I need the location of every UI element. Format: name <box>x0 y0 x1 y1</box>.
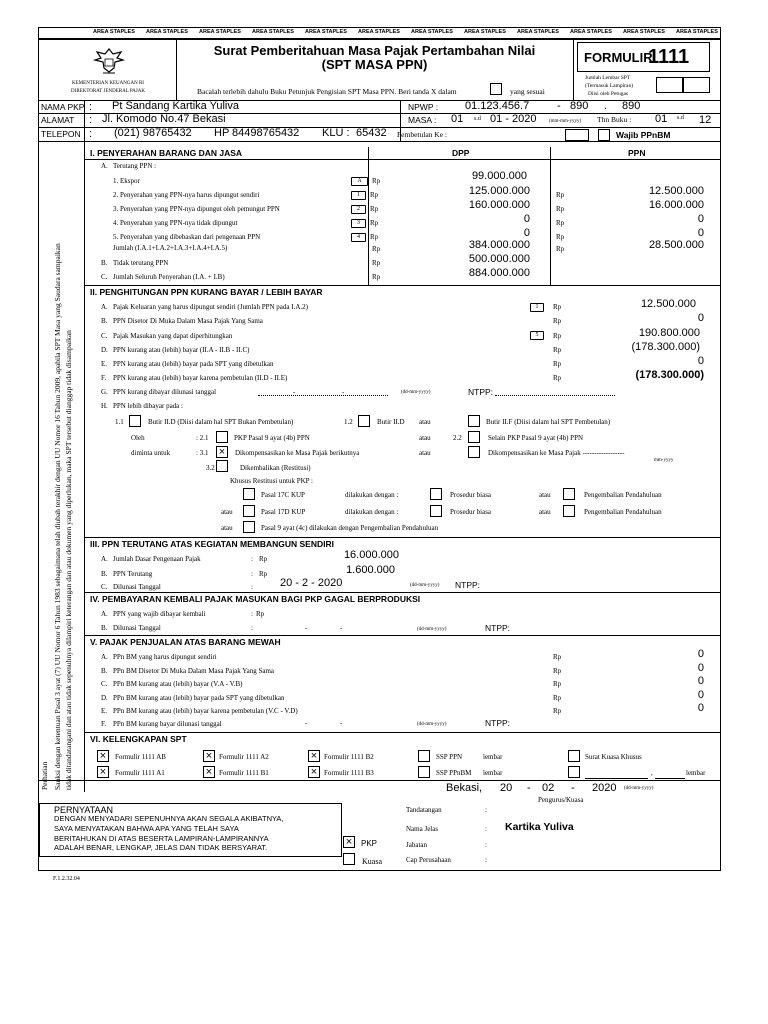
s2-17d-checkbox[interactable] <box>243 505 255 517</box>
s2-p9-label: Pasal 9 ayat (4c) dilakukan dengan Pengembalian Pendahuluan <box>261 524 439 532</box>
s4-b-date-hint: (dd-mm-yyyy) <box>417 627 447 632</box>
s2-d-letter: D. <box>101 346 108 354</box>
s1-row2-ppn-rp: Rp <box>556 191 565 199</box>
s4-b-dash-2: - <box>340 624 343 632</box>
klu-label: KLU : <box>322 127 350 139</box>
s5-e-label: PPn BM kurang atau (lebih) bayar karena pembetulan (V.C - V.D) <box>113 707 298 715</box>
s2-kembali-checkbox[interactable] <box>216 460 228 472</box>
tahun-buku-to-field[interactable]: 12 <box>699 114 712 126</box>
sign-day[interactable]: 20 <box>500 782 513 794</box>
s1-row1-dpp[interactable]: 99.000.000 <box>471 170 527 182</box>
s5-d-label: PPn BM kurang atau (lebih) bayar pada SPT yang dibetulkan <box>113 694 285 702</box>
s2-g-dash-1: - <box>293 388 296 396</box>
s1-jumlah-label: Jumlah (I.A.1+I.A.2+I.A.3+I.A.4+I.A.5) <box>113 244 228 252</box>
s2-p9-atau: atau <box>221 524 233 532</box>
s1-row5-ppn-rp: Rp <box>556 233 565 241</box>
s6-ssp-ppn-checkbox[interactable] <box>418 750 430 762</box>
side-sanksi-text: Sanksi dengan ketentuan Pasal 3 ayat (7) UU Nomor 6 Tahun 1983 sebagaimana telah diubah terakhir dengan UU Nomor 16 Tahun 2009, apabila SPT Masa yang Saudara sampaikan <box>53 243 62 790</box>
s2-g-date-field[interactable] <box>258 392 388 396</box>
s1-row1-ref: A <box>351 177 368 186</box>
s1-row1-label: 1. Ekspor <box>113 177 140 185</box>
sign-month[interactable]: 02 <box>542 782 555 794</box>
sign-cap-label: Cap Perusahaan <box>406 856 451 864</box>
tahun-buku-label: Thn Buku : <box>597 115 632 124</box>
s1-row4-rp: Rp <box>370 219 379 227</box>
s1-c-dpp[interactable]: 884.000.000 <box>468 267 530 279</box>
s1-row4-ppn[interactable]: 0 <box>697 213 704 225</box>
s2-b-letter: B. <box>101 317 108 325</box>
s3-a-label: Jumlah Dasar Pengenaan Pajak <box>113 555 201 563</box>
staples-label: AREA STAPLES <box>464 29 506 35</box>
s6-kuasa-checkbox[interactable] <box>568 750 580 762</box>
s6-b1-label: Formulir 1111 B1 <box>219 769 269 777</box>
s1-row4-ref: 3 <box>351 219 366 228</box>
s2-17d-prosedur-checkbox[interactable] <box>430 505 442 517</box>
s2-e-value[interactable]: 0 <box>697 355 704 367</box>
instruction-sample-checkbox <box>490 83 502 95</box>
s2-b-value[interactable]: 0 <box>697 312 704 324</box>
section-3-title: III. PPN TERUTANG ATAS KEGIATAN MEMBANGUN SENDIRI <box>90 539 334 549</box>
section-5-title: V. PAJAK PENJUALAN ATAS BARANG MEWAH <box>90 637 281 647</box>
s5-f-letter: F. <box>101 720 107 728</box>
s2-b-rp: Rp <box>553 317 562 325</box>
s6-ssp-ppn-label: SSP PPN <box>436 753 463 761</box>
s2-g-dash-2: - <box>342 388 345 396</box>
s2-diminta-label: diminta untuk <box>131 449 171 457</box>
kuasa-label: Kuasa <box>362 857 382 866</box>
s2-32-num: 3.2 <box>206 464 215 472</box>
s2-g-label: PPN kurang dibayar dilunasi tanggal <box>113 388 217 396</box>
s1-row5-ref: 4 <box>351 233 366 242</box>
s2-17d-pengembalian-checkbox[interactable] <box>563 505 575 517</box>
s2-pkp9-checkbox[interactable] <box>216 431 228 443</box>
s5-f-dash-1: - <box>305 719 308 727</box>
sign-cap-colon: : <box>485 856 487 864</box>
masa-format-hint: (mm-mm-yyyy) <box>549 119 582 124</box>
pembetulan-ke-box[interactable] <box>565 129 589 141</box>
s1-row2-ppn[interactable]: 12.500.000 <box>648 185 704 197</box>
s5-f-dash-2: - <box>340 719 343 727</box>
form-code: F.1.2.32.04 <box>53 876 80 882</box>
s1-jumlah-ppn-rp: Rp <box>556 245 565 253</box>
s2-a-ref: 1 <box>530 303 544 312</box>
masa-from-field[interactable]: 01 <box>451 113 464 125</box>
s1-row2-label: 2. Penyerahan yang PPN-nya harus dipungut sendiri <box>113 191 260 199</box>
s6-b2-checkbox[interactable]: × <box>308 750 320 762</box>
s1-b-letter: B. <box>101 259 108 267</box>
s3-c-date-hint: (dd-mm-yyyy) <box>410 583 440 588</box>
s2-h-letter: H. <box>101 402 108 410</box>
garuda-emblem-icon <box>92 46 126 76</box>
hp-field[interactable]: 84498765432 <box>232 127 300 139</box>
s2-a-value[interactable]: 12.500.000 <box>640 298 696 310</box>
s2-pkp9-label: PKP Pasal 9 ayat (4b) PPN <box>234 434 310 442</box>
s1-jumlah-rp: Rp <box>372 245 381 253</box>
s2-h12-label: Butir II.D <box>377 418 405 426</box>
s2-h11-label: Butir II.D (Diisi dalam hal SPT Bukan Pembetulan) <box>148 418 294 426</box>
sign-nama-label: Nama Jelas <box>406 825 439 833</box>
s1-row3-ppn-rp: Rp <box>556 205 565 213</box>
sign-year[interactable]: 2020 <box>592 782 617 794</box>
npwp-part2-field[interactable]: 890 <box>570 100 589 112</box>
s3-a-rp: Rp <box>259 555 268 563</box>
s5-b-letter: B. <box>101 667 108 675</box>
nama-pkp-label: NAMA PKP <box>41 102 85 112</box>
side-perhatian: Perhatian <box>40 761 49 790</box>
s6-ssp-ppn-lembar: lembar <box>483 753 503 761</box>
s5-e-value[interactable]: 0 <box>697 702 704 714</box>
s5-a-rp: Rp <box>553 653 562 661</box>
s6-a1-label: Formulir 1111 A1 <box>115 769 165 777</box>
sign-nama-colon: : <box>485 825 487 833</box>
s1-b-rp: Rp <box>372 259 381 267</box>
s1-row5-ppn[interactable]: 0 <box>697 227 704 239</box>
instruction-tail: yang sesuai <box>510 87 545 96</box>
s2-h11-num: 1.1 <box>115 418 124 426</box>
staples-label: AREA STAPLES <box>358 29 400 35</box>
pernyataan-line-3: BERITAHUKAN DI ATAS BESERTA LAMPIRAN-LAMPIRANNYA <box>54 834 269 843</box>
s1-jumlah-ppn[interactable]: 28.500.000 <box>648 239 704 251</box>
form-title: Surat Pemberitahuan Masa Pajak Pertambahan Nilai <box>213 43 536 58</box>
s3-c-letter: C. <box>101 583 108 591</box>
s3-c-label: Dilunasi Tanggal <box>113 583 161 591</box>
s1-row2-dpp[interactable]: 125.000.000 <box>468 185 530 197</box>
s5-a-label: PPn BM yang harus dipungut sendiri <box>113 653 217 661</box>
pernyataan-title: PERNYATAAN <box>54 805 114 815</box>
s6-b1-checkbox[interactable]: × <box>203 766 215 778</box>
s1-a-label: Terutang PPN : <box>113 162 157 170</box>
staples-label: AREA STAPLES <box>517 29 559 35</box>
masa-label: MASA : <box>408 115 437 125</box>
s1-row2-rp: Rp <box>370 191 379 199</box>
s2-17d-prosedur-label: Prosedur biasa <box>450 508 492 516</box>
directorate-label: DIREKTORAT JENDERAL PAJAK <box>71 89 145 94</box>
sign-tandatangan-colon: : <box>485 806 487 814</box>
s2-g-date-hint: (dd-mm-yyyy) <box>401 390 431 395</box>
petugas-note: Diisi oleh Petugas <box>588 91 629 97</box>
sign-jabatan-colon: : <box>485 841 487 849</box>
s2-h12-checkbox[interactable] <box>358 415 370 427</box>
s6-a1-checkbox[interactable]: × <box>97 766 109 778</box>
s6-kuasa-label: Surat Kuasa Khusus <box>585 753 642 761</box>
s2-d-rp: Rp <box>553 346 562 354</box>
s2-22-num: 2.2 <box>453 434 462 442</box>
s6-lain-checkbox[interactable] <box>568 766 580 778</box>
npwp-part3-field[interactable]: 890 <box>622 100 641 112</box>
s2-f-label: PPN kurang atau (lebih) bayar karena pembetulan (II.D - II.E) <box>113 374 288 382</box>
s2-e-label: PPN kurang atau (lebih) bayar pada SPT yang dibetulkan <box>113 360 274 368</box>
sign-jabatan-label: Jabatan <box>406 841 427 849</box>
npwp-label: NPWP : <box>408 102 439 112</box>
s5-c-rp: Rp <box>553 680 562 688</box>
s2-khusus-label: Khusus Restitusi untuk PKP : <box>230 477 313 485</box>
s2-kompen-checkbox[interactable]: × <box>216 446 228 458</box>
s5-c-letter: C. <box>101 680 108 688</box>
s5-c-label: PPn BM kurang atau (lebih) bayar (V.A - V.B) <box>113 680 243 688</box>
instruction-text: Bacalah terlebih dahulu Buku Petunjuk Pengisian SPT Masa PPN. Beri tanda X dalam <box>197 87 457 96</box>
s2-kompen-label: Dikompensasikan ke Masa Pajak berikutnya <box>235 449 360 457</box>
staples-label: AREA STAPLES <box>93 29 135 35</box>
sign-place[interactable]: Bekasi, <box>446 782 483 794</box>
s2-selain-label: Selain PKP Pasal 9 ayat (4b) PPN <box>488 434 584 442</box>
s1-jumlah-dpp[interactable]: 384.000.000 <box>468 239 530 251</box>
s5-f-label: PPn BM kurang bayar dilunasi tanggal <box>113 720 222 728</box>
sign-date-hint: (dd-mm-yyyy) <box>624 786 654 791</box>
s1-b-label: Tidak terutang PPN <box>113 259 169 267</box>
s2-f-rp: Rp <box>553 374 562 382</box>
staples-label: AREA STAPLES <box>199 29 241 35</box>
s2-selain-checkbox[interactable] <box>468 431 480 443</box>
s2-a-letter: A. <box>101 303 108 311</box>
s3-b-label: PPN Terutang <box>113 570 153 578</box>
lampiran-label: Jumlah Lembar SPT <box>585 75 631 81</box>
npwp-part1-field[interactable]: 01.123.456.7 <box>465 100 530 112</box>
s6-ab-label: Formulir 1111 AB <box>115 753 166 761</box>
tahun-buku-sd-label: s.d <box>677 115 684 121</box>
s4-a-rp: Rp <box>256 610 265 618</box>
pkp-checkbox[interactable]: × <box>343 836 355 848</box>
telepon-field[interactable]: (021) 98765432 <box>114 127 192 139</box>
pernyataan-line-4: ADALAH BENAR, LENGKAP, JELAS DAN TIDAK BERSYARAT. <box>54 843 268 852</box>
s2-17c-checkbox[interactable] <box>243 488 255 500</box>
s2-17d-pengembalian-label: Pengembalian Pendahuluan <box>584 508 662 516</box>
pembetulan-label: Pembetulan Ke : <box>397 130 447 139</box>
s2-hf-checkbox[interactable] <box>468 415 480 427</box>
col-dpp-header: DPP <box>452 148 470 158</box>
formulir-label: FORMULIR <box>584 50 653 65</box>
s3-c-ntpp-label: NTPP: <box>455 580 481 590</box>
lampiran-count-box-1[interactable] <box>656 77 683 93</box>
staples-label: AREA STAPLES <box>676 29 718 35</box>
s2-31-atau: atau <box>419 449 431 457</box>
s2-17d-atau2: atau <box>539 508 551 516</box>
s5-f-date-hint: (dd-mm-yyyy) <box>417 722 447 727</box>
s1-row4-label: 4. Penyerahan yang PPN-nya tidak dipungut <box>113 219 238 227</box>
telepon-label: TELEPON <box>41 129 81 139</box>
s5-a-value[interactable]: 0 <box>697 648 704 660</box>
s6-ssp-ppnbm-label: SSP PPnBM <box>436 769 472 777</box>
pernyataan-line-2: SAYA MENYATAKAN BAHWA APA YANG TELAH SAYA <box>54 824 239 833</box>
s6-lain-lembar: lembar <box>686 769 706 777</box>
sign-pengurus-label: Pengurus/Kuasa <box>538 796 584 804</box>
s1-row1-rp: Rp <box>372 177 381 185</box>
ministry-label: KEMENTERIAN KEUANGAN RI <box>72 81 144 86</box>
s2-17c-atau: atau <box>539 491 551 499</box>
section-2-title: II. PENGHITUNGAN PPN KURANG BAYAR / LEBIH BAYAR <box>90 287 323 297</box>
klu-field[interactable]: 65432 <box>356 127 387 139</box>
s2-h11-checkbox[interactable] <box>129 415 141 427</box>
s2-f-value[interactable]: (178.300.000) <box>635 369 704 381</box>
s6-b3-checkbox[interactable]: × <box>308 766 320 778</box>
s1-row2-ref: 1 <box>351 191 366 200</box>
s1-row3-ref: 2 <box>351 205 366 214</box>
s3-a-colon: : <box>251 555 253 563</box>
s2-21-atau: atau <box>419 434 431 442</box>
s2-kembali-label: Dikembalikan (Restitusi) <box>240 464 311 472</box>
s2-17c-prosedur-label: Prosedur biasa <box>450 491 492 499</box>
s2-b-label: PPN Disetor Di Muka Dalam Masa Pajak Yang Sama <box>113 317 263 325</box>
s2-h12-num: 1.2 <box>344 418 353 426</box>
s5-f-ntpp-label: NTPP: <box>485 718 511 728</box>
pkp-label: PKP <box>361 839 378 848</box>
s2-c-value[interactable]: 190.800.000 <box>638 327 700 339</box>
staples-label: AREA STAPLES <box>146 29 188 35</box>
s5-e-rp: Rp <box>553 707 562 715</box>
s2-kompen2-checkbox[interactable] <box>468 446 480 458</box>
s2-e-letter: E. <box>101 360 108 368</box>
s5-b-label: PPn BM Disetor Di Muka Dalam Masa Pajak Yang Sama <box>113 667 274 675</box>
s1-row4-dpp[interactable]: 0 <box>523 213 530 225</box>
s2-h-label: PPN lebih dibayar pada : <box>113 402 183 410</box>
staples-label: AREA STAPLES <box>252 29 294 35</box>
s2-17c-pengembalian-checkbox[interactable] <box>563 488 575 500</box>
s1-row3-dpp[interactable]: 160.000.000 <box>468 199 530 211</box>
s4-b-ntpp-label: NTPP: <box>485 623 511 633</box>
s3-b-colon: : <box>251 570 253 578</box>
s4-b-letter: B. <box>101 624 108 632</box>
s2-21-num: : 2.1 <box>196 434 209 442</box>
s6-b3-label: Formulir 1111 B3 <box>324 769 374 777</box>
s2-p9-checkbox[interactable] <box>243 521 255 533</box>
s6-a2-checkbox[interactable]: × <box>203 750 215 762</box>
s6-a2-label: Formulir 1111 A2 <box>219 753 269 761</box>
staples-label: AREA STAPLES <box>305 29 347 35</box>
s1-row5-rp: Rp <box>370 233 379 241</box>
s1-a-letter: A. <box>101 162 108 170</box>
masa-to-field[interactable]: 01 - 2020 <box>490 113 537 125</box>
s2-31-num: : 3.1 <box>196 449 209 457</box>
s3-c-date[interactable]: 20 - 2 - 2020 <box>280 577 343 589</box>
s1-row5-label: 5. Penyerahan yang dibebaskan dari pengenaan PPN <box>113 233 261 241</box>
alamat-label: ALAMAT <box>41 115 75 125</box>
s2-c-letter: C. <box>101 332 108 340</box>
s2-kompen2-label: Dikompensasikan ke Masa Pajak ------------------ <box>488 449 625 457</box>
hp-label: HP <box>214 127 230 139</box>
pernyataan-line-1: DENGAN MENYADARI SEPENUHNYA AKAN SEGALA AKIBATNYA, <box>54 814 284 823</box>
s2-h12-atau: atau <box>419 418 431 426</box>
s6-b2-label: Formulir 1111 B2 <box>324 753 374 761</box>
s6-ab-checkbox[interactable]: × <box>97 750 109 762</box>
s2-d-value[interactable]: (178.300.000) <box>631 341 700 353</box>
s4-b-label: Dilunasi Tanggal <box>113 624 161 632</box>
section-4-title: IV. PEMBAYARAN KEMBALI PAJAK MASUKAN BAGI PKP GAGAL BERPRODUKSI <box>90 594 421 604</box>
col-ppn-header: PPN <box>628 148 646 158</box>
form-subtitle: (SPT MASA PPN) <box>321 57 428 72</box>
s2-a-label: Pajak Keluaran yang harus dipungut sendiri (Jumlah PPN pada I.A.2) <box>113 303 308 311</box>
s2-f-letter: F. <box>101 374 107 382</box>
s5-d-value[interactable]: 0 <box>697 689 704 701</box>
s2-17c-dilakukan: dilakukan dengan : <box>345 491 399 499</box>
s2-kompen2-hint: mm-yyyy <box>654 458 674 463</box>
tahun-buku-from-field[interactable]: 01 <box>655 113 668 125</box>
kuasa-checkbox[interactable] <box>343 853 355 865</box>
s4-a-letter: A. <box>101 610 108 618</box>
staples-label: AREA STAPLES <box>411 29 453 35</box>
s6-ssp-ppnbm-lembar: lembar <box>483 769 503 777</box>
wajib-ppnbm-label: Wajib PPnBM <box>616 130 671 140</box>
s2-oleh-label: Oleh <box>131 434 145 442</box>
s4-b-dash-1: - <box>305 624 308 632</box>
s1-row4-ppn-rp: Rp <box>556 219 565 227</box>
s2-17c-prosedur-checkbox[interactable] <box>430 488 442 500</box>
s2-g-letter: G. <box>101 388 108 396</box>
sign-tandatangan-label: Tandatangan <box>406 806 442 814</box>
s3-c-colon: : <box>251 583 253 591</box>
staples-label: AREA STAPLES <box>570 29 612 35</box>
section-6-title: VI. KELENGKAPAN SPT <box>90 734 187 744</box>
s3-a-letter: A. <box>101 555 108 563</box>
s6-lain-comma: , <box>651 769 653 777</box>
staples-label: AREA STAPLES <box>623 29 665 35</box>
alamat-field[interactable]: Jl. Komodo No.47 Bekasi <box>102 113 226 125</box>
s3-a-value[interactable]: 16.000.000 <box>343 549 399 561</box>
s2-e-rp: Rp <box>553 360 562 368</box>
s2-17d-atau: atau <box>221 508 233 516</box>
s1-b-dpp[interactable]: 500.000.000 <box>468 253 530 265</box>
s2-c-ref: 5 <box>530 331 544 340</box>
s5-d-rp: Rp <box>553 694 562 702</box>
s2-17d-dilakukan: dilakukan dengan : <box>345 508 399 516</box>
s1-row5-dpp[interactable]: 0 <box>523 227 530 239</box>
s3-b-rp: Rp <box>259 570 268 578</box>
s5-b-value[interactable]: 0 <box>697 662 704 674</box>
s1-c-letter: C. <box>101 273 108 281</box>
s2-a-rp: Rp <box>553 303 562 311</box>
s1-row3-rp: Rp <box>370 205 379 213</box>
s1-row3-label: 3. Penyerahan yang PPN-nya dipungut oleh pemungut PPN <box>113 205 280 213</box>
s1-row3-ppn[interactable]: 16.000.000 <box>648 199 704 211</box>
s2-g-ntpp-field[interactable] <box>495 392 615 396</box>
s1-c-rp: Rp <box>372 273 381 281</box>
nama-pkp-field[interactable]: Pt Sandang Kartika Yuliva <box>112 100 239 112</box>
s5-a-letter: A. <box>101 653 108 661</box>
s1-c-label: Jumlah Seluruh Penyerahan (I.A. + I.B) <box>113 273 225 281</box>
s2-17c-label: Pasal 17C KUP <box>261 491 305 499</box>
s4-a-label: PPN yang wajib dibayar kembali <box>113 610 206 618</box>
s5-d-letter: D. <box>101 694 108 702</box>
s2-g-ntpp-label: NTPP: <box>468 387 494 397</box>
lampiran-note: (Termasuk Lampiran) <box>585 83 634 89</box>
s2-hf-label: Butir II.F (Diisi dalam hal SPT Pembetulan) <box>486 418 611 426</box>
s3-b-letter: B. <box>101 570 108 578</box>
s2-d-label: PPN kurang atau (lebih) bayar (II.A - II.B - II.C) <box>113 346 250 354</box>
s5-e-letter: E. <box>101 707 108 715</box>
s3-b-value[interactable]: 1.600.000 <box>346 564 395 576</box>
s2-17c-pengembalian-label: Pengembalian Pendahuluan <box>584 491 662 499</box>
masa-sd-label: s.d <box>474 116 481 122</box>
side-sanksi-text-2: tidak ditandatangani dan atau tidak sepenuhnya dilampiri keterangan dan atau dokumen yang diperlukan, maka SPT tersebut dianggap tidak disampaikan <box>64 330 73 790</box>
s2-c-label: Pajak Masukan yang dapat diperhitungkan <box>113 332 233 340</box>
s6-ssp-ppnbm-checkbox[interactable] <box>418 766 430 778</box>
lampiran-count-box-2[interactable] <box>683 77 710 93</box>
s2-17d-label: Pasal 17D KUP <box>261 508 306 516</box>
s5-c-value[interactable]: 0 <box>697 675 704 687</box>
section-1-title: I. PENYERAHAN BARANG DAN JASA <box>90 148 243 158</box>
wajib-ppnbm-checkbox[interactable] <box>598 129 610 141</box>
s5-b-rp: Rp <box>553 667 562 675</box>
s2-c-rp: Rp <box>553 332 562 340</box>
sign-nama-field[interactable]: Kartika Yuliva <box>505 821 574 833</box>
formulir-number: 1111 <box>648 46 690 68</box>
